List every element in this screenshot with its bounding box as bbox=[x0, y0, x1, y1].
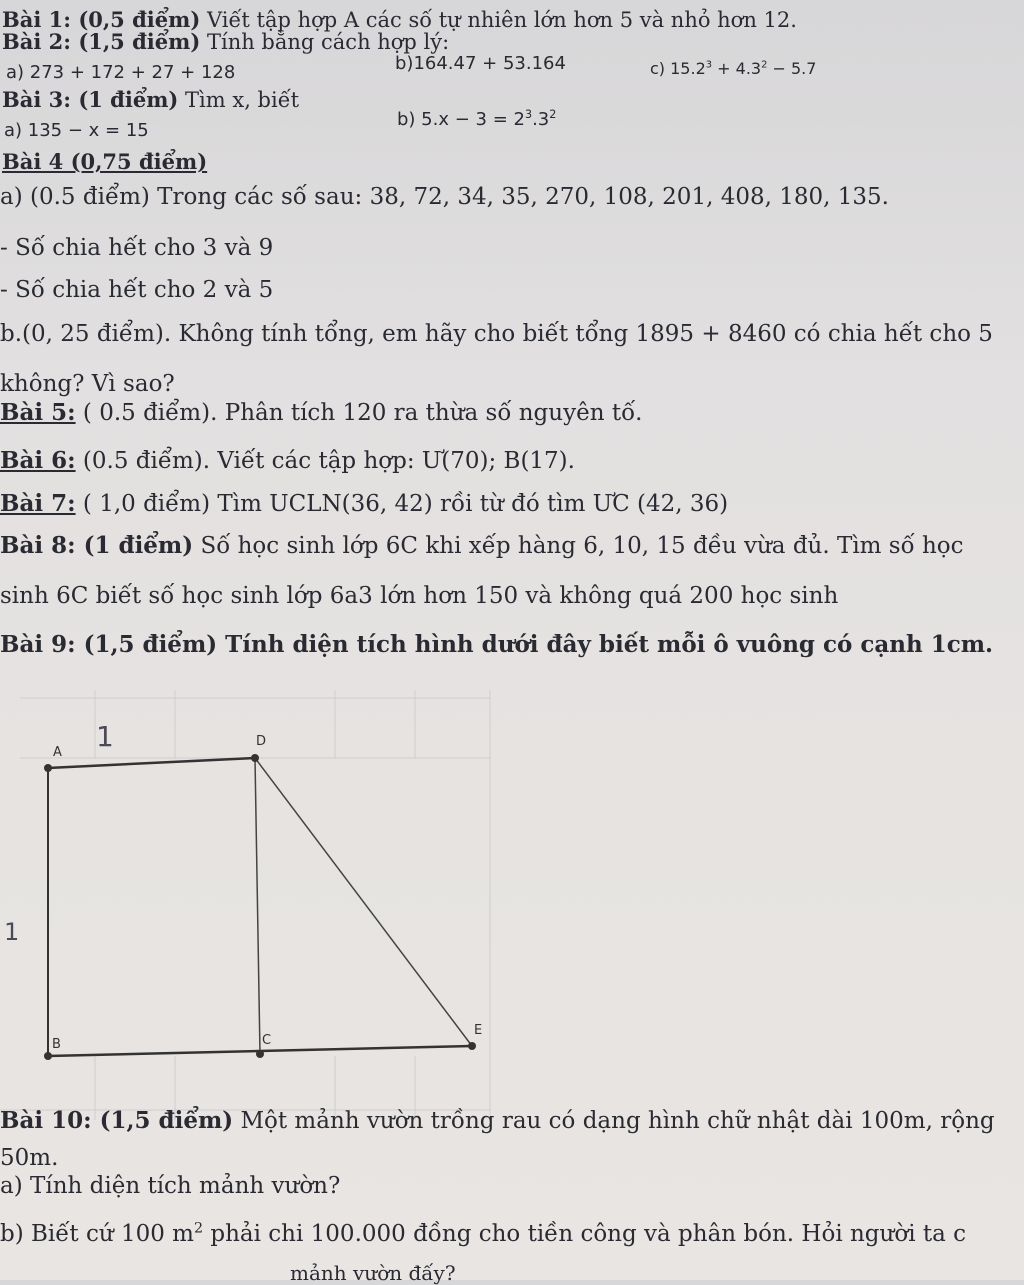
label-d: D bbox=[256, 734, 267, 749]
exercise-3b-part: b) 5.x − 3 = 2 bbox=[397, 109, 525, 130]
exercise-2c-part: − 5.7 bbox=[767, 59, 817, 78]
exercise-10b-part: b) Biết cứ 100 m bbox=[0, 1221, 194, 1247]
exercise-2c-exp-1: 3 bbox=[705, 59, 713, 71]
exercise-7 bbox=[0, 491, 728, 517]
exercise-4a-item-1: - Số chia hết cho 3 và 9 bbox=[0, 235, 274, 261]
exercise-6 bbox=[0, 448, 575, 474]
handwritten-mark-top: 1 bbox=[96, 720, 114, 753]
label-c: C bbox=[262, 1033, 272, 1048]
exercise-3b-exp-2: 2 bbox=[549, 108, 557, 121]
exercise-10b-exp: 2 bbox=[194, 1220, 204, 1237]
point-b bbox=[44, 1052, 52, 1060]
exercise-10b-part: phải chi 100.000 đồng cho tiền công và phân bón. Hỏi người ta c bbox=[203, 1221, 967, 1247]
exercise-10a: a) Tính diện tích mảnh vườn? bbox=[0, 1173, 341, 1199]
label-e: E bbox=[474, 1023, 483, 1038]
exercise-4a: a) (0.5 điểm) Trong các số sau: 38, 72, 34, 35, 270, 108, 201, 408, 180, 135. bbox=[0, 184, 889, 210]
edge-ad bbox=[48, 758, 255, 768]
exercise-2 bbox=[2, 30, 449, 54]
exercise-3b-exp-1: 3 bbox=[524, 108, 533, 121]
exercise-2c-part: c) 15.2 bbox=[650, 59, 706, 78]
exercise-10-title: Bài 10: (1,5 điểm) bbox=[0, 1107, 234, 1134]
exercise-8-text: Số học sinh lớp 6C khi xếp hàng 6, 10, 15 đều vừa đủ. Tìm số học bbox=[193, 533, 964, 559]
exercise-2b: b)164.47 + 53.164 bbox=[395, 53, 566, 74]
label-b: B bbox=[52, 1037, 61, 1052]
exercise-7-text: ( 1,0 điểm) Tìm UCLN(36, 42) rồi từ đó tìm ƯC (42, 36) bbox=[75, 491, 729, 517]
exercise-4-title: Bài 4 (0,75 điểm) bbox=[2, 149, 208, 174]
exercise-2c-part: + 4.3 bbox=[712, 59, 762, 78]
exercise-3b-part: .3 bbox=[532, 109, 550, 130]
point-a bbox=[44, 764, 52, 772]
exercise-2c bbox=[650, 60, 816, 78]
point-d bbox=[251, 754, 259, 762]
label-a: A bbox=[53, 745, 62, 760]
exercise-10-text: Một mảnh vườn trồng rau có dạng hình chữ nhật dài 100m, rộng bbox=[233, 1108, 995, 1134]
exercise-3-title: Bài 3: (1 điểm) bbox=[2, 87, 179, 112]
point-e bbox=[468, 1042, 476, 1050]
exercise-2-title: Bài 2: (1,5 điểm) bbox=[2, 29, 201, 54]
exercise-10-line-2: 50m. bbox=[0, 1145, 59, 1171]
point-c bbox=[256, 1050, 264, 1058]
exercise-1-title: Bài 1: (0,5 điểm) bbox=[2, 7, 201, 32]
handwritten-mark-side: 1 bbox=[4, 918, 20, 946]
exercise-8-line-1 bbox=[0, 533, 964, 559]
edge-de bbox=[255, 758, 472, 1046]
exercise-3 bbox=[2, 88, 299, 112]
exercise-8-title: Bài 8: (1 điểm) bbox=[0, 532, 194, 559]
exercise-1-text: Viết tập hợp A các số tự nhiên lớn hơn 5 và nhỏ hơn 12. bbox=[206, 8, 797, 32]
exercise-8-line-2: sinh 6C biết số học sinh lớp 6a3 lớn hơn 150 và không quá 200 học sinh bbox=[0, 583, 839, 609]
exercise-2a: a) 273 + 172 + 27 + 128 bbox=[6, 62, 236, 83]
exercise-3-text: Tìm x, biết bbox=[185, 88, 300, 112]
exercise-5 bbox=[0, 400, 642, 426]
exercise-2-text: Tính bằng cách hợp lý: bbox=[206, 30, 450, 54]
exercise-7-title: Bài 7: bbox=[0, 490, 76, 517]
exercise-4b-line-1: b.(0, 25 điểm). Không tính tổng, em hãy cho biết tổng 1895 + 8460 có chia hết cho 5 bbox=[0, 321, 993, 347]
exercise-6-title: Bài 6: bbox=[0, 447, 76, 474]
edge-dc bbox=[255, 758, 260, 1054]
exercise-9: Bài 9: (1,5 điểm) Tính diện tích hình dưới đây biết mỗi ô vuông có cạnh 1cm. bbox=[0, 631, 994, 658]
exercise-10-line-1 bbox=[0, 1108, 995, 1134]
exercise-2c-exp-2: 2 bbox=[761, 59, 768, 71]
exercise-10b bbox=[0, 1222, 966, 1247]
geometry-figure bbox=[0, 690, 520, 1120]
exercise-4b-line-2: không? Vì sao? bbox=[0, 371, 175, 397]
exercise-6-text: (0.5 điểm). Viết các tập hợp: Ư(70); B(17). bbox=[75, 448, 575, 474]
exercise-3a: a) 135 − x = 15 bbox=[4, 120, 149, 141]
exercise-3b bbox=[397, 110, 556, 130]
exercise-10-last-line: mảnh vườn đấy? bbox=[290, 1261, 456, 1285]
exercise-5-text: ( 0.5 điểm). Phân tích 120 ra thừa số nguyên tố. bbox=[75, 400, 643, 426]
exercise-5-title: Bài 5: bbox=[0, 399, 76, 426]
exercise-4a-item-2: - Số chia hết cho 2 và 5 bbox=[0, 277, 274, 303]
